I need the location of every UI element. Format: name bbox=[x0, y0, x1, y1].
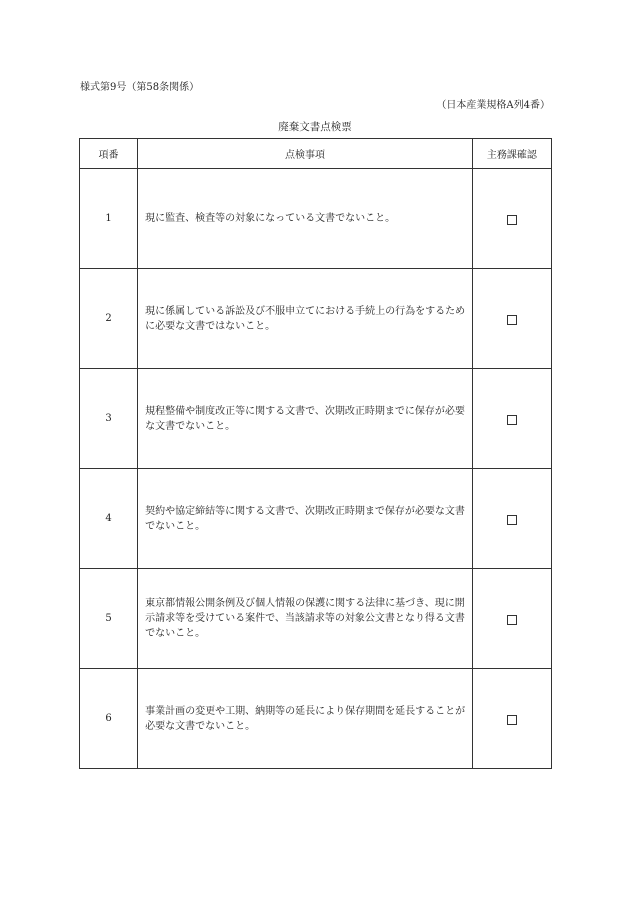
confirmation-cell bbox=[472, 469, 551, 569]
form-number: 様式第9号（第58条関係） bbox=[80, 82, 200, 93]
confirmation-cell bbox=[472, 169, 551, 269]
confirmation-checkbox[interactable] bbox=[507, 315, 517, 325]
row-number: 4 bbox=[80, 469, 138, 569]
confirmation-checkbox[interactable] bbox=[507, 615, 517, 625]
check-item-text: 現に監査、検査等の対象になっている文書でないこと。 bbox=[138, 169, 473, 269]
paper-size-note: （日本産業規格A列4番） bbox=[436, 100, 550, 111]
check-item-text: 現に係属している訴訟及び不服申立てにおける手続上の行為をするために必要な文書ではないこと。 bbox=[138, 269, 473, 369]
table-row bbox=[80, 669, 552, 769]
row-number: 6 bbox=[80, 669, 138, 769]
column-header-check-item: 点検事項 bbox=[138, 139, 473, 169]
row-number: 5 bbox=[80, 569, 138, 669]
table-row bbox=[80, 269, 552, 369]
table-header-row bbox=[80, 139, 552, 169]
table-row bbox=[80, 169, 552, 269]
inspection-table bbox=[79, 138, 552, 769]
row-number: 1 bbox=[80, 169, 138, 269]
confirmation-cell bbox=[472, 269, 551, 369]
confirmation-checkbox[interactable] bbox=[507, 415, 517, 425]
check-item-text: 事業計画の変更や工期、納期等の延長により保存期間を延長することが必要な文書でないこと。 bbox=[138, 669, 473, 769]
table-row bbox=[80, 469, 552, 569]
table-row bbox=[80, 369, 552, 469]
confirmation-checkbox[interactable] bbox=[507, 515, 517, 525]
confirmation-cell bbox=[472, 369, 551, 469]
confirmation-checkbox[interactable] bbox=[507, 715, 517, 725]
table-row bbox=[80, 569, 552, 669]
column-header-confirmation: 主務課確認 bbox=[472, 139, 551, 169]
confirmation-cell bbox=[472, 569, 551, 669]
document-title: 廃棄文書点検票 bbox=[278, 121, 352, 133]
check-item-text: 規程整備や制度改正等に関する文書で、次期改正時期までに保存が必要な文書でないこと。 bbox=[138, 369, 473, 469]
column-header-number: 項番 bbox=[80, 139, 138, 169]
row-number: 3 bbox=[80, 369, 138, 469]
confirmation-checkbox[interactable] bbox=[507, 215, 517, 225]
row-number: 2 bbox=[80, 269, 138, 369]
check-item-text: 東京都情報公開条例及び個人情報の保護に関する法律に基づき、現に開示請求等を受けている案件で、当該請求等の対象公文書となり得る文書でないこと。 bbox=[138, 569, 473, 669]
check-item-text: 契約や協定締結等に関する文書で、次期改正時期まで保存が必要な文書でないこと。 bbox=[138, 469, 473, 569]
confirmation-cell bbox=[472, 669, 551, 769]
